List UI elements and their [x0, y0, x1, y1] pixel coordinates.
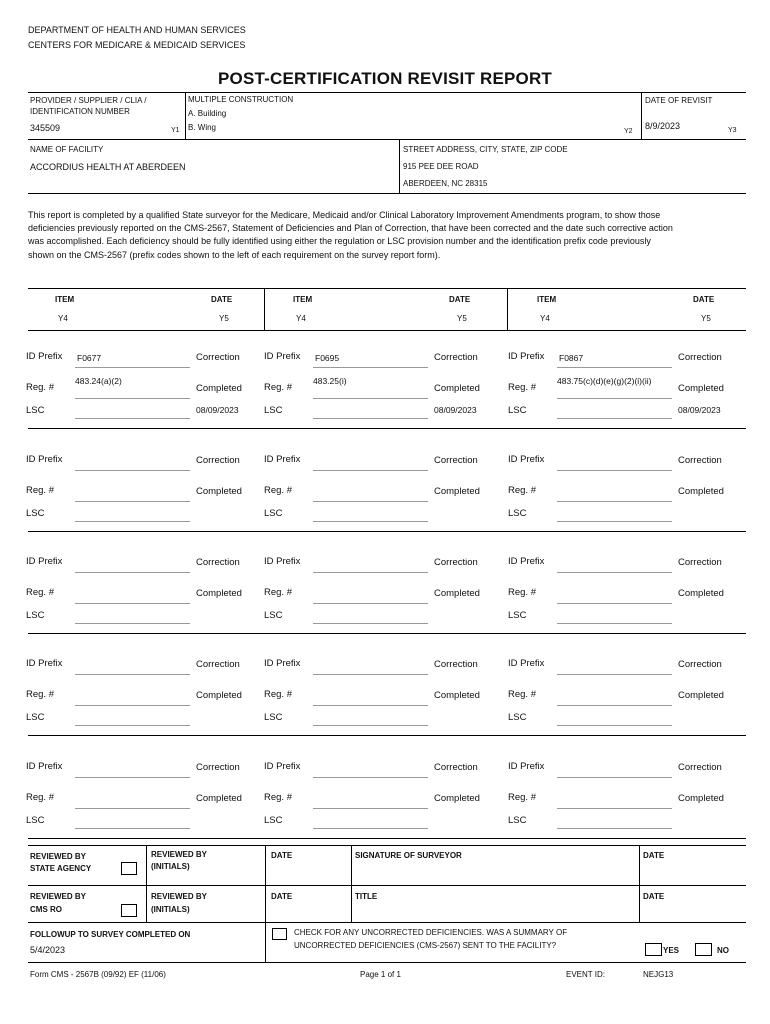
lsc-field[interactable]: [557, 418, 672, 419]
correction-label: Correction: [678, 659, 722, 670]
lsc-label: LSC: [264, 815, 283, 826]
reg-label: Reg. #: [26, 485, 54, 496]
reg-field[interactable]: [313, 808, 428, 809]
item-code-y4: Y4: [540, 314, 550, 323]
building-label: A. Building: [188, 109, 227, 118]
lsc-field[interactable]: [557, 828, 672, 829]
id-prefix-field[interactable]: [313, 674, 428, 675]
event-id-value: NEJG13: [643, 970, 674, 979]
completed-label: Completed: [434, 690, 480, 701]
correction-label: Correction: [196, 762, 240, 773]
completed-label: Completed: [434, 793, 480, 804]
lsc-label: LSC: [26, 508, 45, 519]
completed-label: Completed: [196, 588, 242, 599]
completed-label: Completed: [196, 486, 242, 497]
agency-name: CENTERS FOR MEDICARE & MEDICAID SERVICES: [28, 40, 246, 50]
form-identifier: Form CMS - 2567B (09/92) EF (11/06): [30, 970, 166, 979]
correction-label: Correction: [196, 455, 240, 466]
date-header: DATE: [693, 295, 715, 304]
uncorrected-question-line-1: CHECK FOR ANY UNCORRECTED DEFICIENCIES. WAS A SUMMARY OF: [294, 928, 568, 937]
lsc-label: LSC: [264, 405, 283, 416]
lsc-field[interactable]: [313, 725, 428, 726]
correction-label: Correction: [678, 557, 722, 568]
id-prefix-field[interactable]: [75, 674, 190, 675]
correction-label: Correction: [196, 659, 240, 670]
completed-date-value: 08/09/2023: [196, 405, 239, 415]
reviewed-by-initials-label-2: REVIEWED BY: [151, 892, 208, 901]
id-prefix-value: F0867: [559, 353, 584, 363]
id-prefix-label: ID Prefix: [264, 556, 301, 567]
reg-label: Reg. #: [508, 382, 536, 393]
lsc-field[interactable]: [313, 418, 428, 419]
y3-code: Y3: [728, 127, 737, 134]
id-prefix-field[interactable]: [557, 572, 672, 573]
instructions-paragraph: This report is completed by a qualified State surveyor for the Medicare, Medicaid and/or Clinical Laboratory Improvement Amendments program, to show those deficiencies previously reported on the CMS-2567, Statement of Deficiencies and Plan of Correction, that have been corrected and the date such corrective action was accomplished. Each deficiency should be fully identified using either the regulation or LSC provision number and the identification prefix code previously shown on the CMS-2567 (prefix codes shown to the left of each requirement on the survey report form).: [28, 210, 673, 260]
address-line-2: ABERDEEN, NC 28315: [403, 179, 488, 188]
completed-label: Completed: [678, 793, 724, 804]
completed-label: Completed: [678, 690, 724, 701]
reg-field[interactable]: [313, 705, 428, 706]
lsc-field[interactable]: [557, 623, 672, 624]
reg-value: 483.24(a)(2): [75, 376, 122, 386]
yes-label: YES: [663, 946, 680, 955]
reg-label: Reg. #: [508, 689, 536, 700]
lsc-field[interactable]: [313, 828, 428, 829]
lsc-label: LSC: [508, 815, 527, 826]
no-checkbox[interactable]: [695, 943, 712, 956]
page-title: POST-CERTIFICATION REVISIT REPORT: [217, 69, 553, 88]
completed-label: Completed: [678, 383, 724, 394]
facility-name-value: ACCORDIUS HEALTH AT ABERDEEN: [30, 162, 186, 172]
completed-label: Completed: [196, 383, 242, 394]
completed-label: Completed: [434, 486, 480, 497]
reg-field[interactable]: [557, 808, 672, 809]
date-of-revisit-value: 8/9/2023: [645, 121, 681, 131]
title-label: TITLE: [355, 892, 378, 901]
item-header: ITEM: [55, 295, 75, 304]
provider-id-label: PROVIDER / SUPPLIER / CLIA /: [30, 96, 147, 105]
correction-label: Correction: [434, 762, 478, 773]
lsc-label: LSC: [508, 610, 527, 621]
id-prefix-field[interactable]: [75, 470, 190, 471]
reg-label: Reg. #: [508, 485, 536, 496]
uncorrected-question-line-2: UNCORRECTED DEFICIENCIES (CMS-2567) SENT TO THE FACILITY?: [294, 941, 557, 950]
lsc-label: LSC: [508, 712, 527, 723]
page-number: Page 1 of 1: [360, 970, 401, 979]
date-of-revisit-label: DATE OF REVISIT: [645, 96, 713, 105]
no-label: NO: [717, 946, 729, 955]
lsc-field[interactable]: [313, 521, 428, 522]
completed-date-value: 08/09/2023: [678, 405, 721, 415]
correction-label: Correction: [434, 557, 478, 568]
lsc-field[interactable]: [557, 725, 672, 726]
reg-value: 483.75(c)(d)(e)(g)(2)(i)(ii): [557, 376, 652, 386]
id-prefix-label: ID Prefix: [264, 454, 301, 465]
id-prefix-field[interactable]: [75, 367, 190, 368]
item-code-y4: Y4: [58, 314, 68, 323]
id-prefix-label: ID Prefix: [508, 556, 545, 567]
lsc-label: LSC: [264, 610, 283, 621]
id-prefix-field[interactable]: [313, 777, 428, 778]
reg-field[interactable]: [75, 501, 190, 502]
provider-id-value: 345509: [30, 123, 61, 133]
reg-label: Reg. #: [508, 587, 536, 598]
correction-label: Correction: [678, 762, 722, 773]
item-header: ITEM: [293, 295, 313, 304]
followup-value: 5/4/2023: [30, 945, 66, 955]
id-prefix-label: ID Prefix: [508, 351, 545, 362]
lsc-label: LSC: [508, 508, 527, 519]
date-code-y5: Y5: [457, 314, 467, 323]
id-prefix-label: ID Prefix: [264, 761, 301, 772]
completed-date-value: 08/09/2023: [434, 405, 477, 415]
reg-field[interactable]: [557, 603, 672, 604]
id-prefix-value: F0695: [315, 353, 340, 363]
reg-label: Reg. #: [264, 587, 292, 598]
completed-label: Completed: [434, 588, 480, 599]
title-date-label: DATE: [643, 892, 665, 901]
correction-label: Correction: [434, 352, 478, 363]
provider-id-label-2: IDENTIFICATION NUMBER: [30, 107, 130, 116]
lsc-label: LSC: [26, 712, 45, 723]
id-prefix-field[interactable]: [75, 572, 190, 573]
id-prefix-label: ID Prefix: [26, 351, 63, 362]
cms-ro-label: CMS RO: [30, 905, 62, 914]
reg-field[interactable]: [313, 603, 428, 604]
id-prefix-label: ID Prefix: [264, 658, 301, 669]
correction-label: Correction: [678, 352, 722, 363]
lsc-label: LSC: [264, 508, 283, 519]
reg-field[interactable]: [313, 398, 428, 399]
address-label: STREET ADDRESS, CITY, STATE, ZIP CODE: [403, 145, 568, 154]
item-code-y4: Y4: [296, 314, 306, 323]
id-prefix-label: ID Prefix: [508, 454, 545, 465]
lsc-label: LSC: [26, 610, 45, 621]
reg-label: Reg. #: [264, 689, 292, 700]
id-prefix-field[interactable]: [313, 367, 428, 368]
id-prefix-label: ID Prefix: [26, 658, 63, 669]
id-prefix-field[interactable]: [557, 367, 672, 368]
correction-label: Correction: [678, 455, 722, 466]
reg-field[interactable]: [557, 705, 672, 706]
id-prefix-label: ID Prefix: [26, 454, 63, 465]
id-prefix-label: ID Prefix: [26, 556, 63, 567]
lsc-field[interactable]: [75, 725, 190, 726]
correction-label: Correction: [196, 557, 240, 568]
lsc-label: LSC: [508, 405, 527, 416]
state-agency-checkbox[interactable]: [121, 862, 137, 875]
reg-field[interactable]: [75, 603, 190, 604]
correction-label: Correction: [434, 455, 478, 466]
reg-label: Reg. #: [26, 382, 54, 393]
lsc-label: LSC: [26, 815, 45, 826]
reg-label: Reg. #: [26, 587, 54, 598]
id-prefix-label: ID Prefix: [26, 761, 63, 772]
multiple-construction-label: MULTIPLE CONSTRUCTION: [188, 95, 294, 104]
date-header: DATE: [449, 295, 471, 304]
lsc-field[interactable]: [75, 828, 190, 829]
id-prefix-field[interactable]: [557, 674, 672, 675]
completed-label: Completed: [196, 690, 242, 701]
initials-label-2: (INITIALS): [151, 905, 190, 914]
facility-name-label: NAME OF FACILITY: [30, 145, 104, 154]
id-prefix-field[interactable]: [75, 777, 190, 778]
id-prefix-field[interactable]: [557, 777, 672, 778]
date-label: DATE: [271, 851, 293, 860]
lsc-label: LSC: [26, 405, 45, 416]
completed-label: Completed: [678, 486, 724, 497]
uncorrected-checkbox[interactable]: [272, 928, 287, 940]
id-prefix-label: ID Prefix: [508, 658, 545, 669]
reg-label: Reg. #: [264, 792, 292, 803]
wing-label: B. Wing: [188, 123, 217, 132]
address-line-1: 915 PEE DEE ROAD: [403, 162, 479, 171]
reviewed-by-label-2: REVIEWED BY: [30, 892, 87, 901]
id-prefix-value: F0677: [77, 353, 102, 363]
reg-field[interactable]: [313, 501, 428, 502]
reg-field[interactable]: [557, 398, 672, 399]
id-prefix-field[interactable]: [313, 572, 428, 573]
state-agency-label: STATE AGENCY: [30, 864, 92, 873]
lsc-field[interactable]: [313, 623, 428, 624]
reviewed-by-label: REVIEWED BY: [30, 852, 87, 861]
id-prefix-field[interactable]: [313, 470, 428, 471]
lsc-field[interactable]: [75, 418, 190, 419]
completed-label: Completed: [196, 793, 242, 804]
reg-label: Reg. #: [264, 382, 292, 393]
department-name: DEPARTMENT OF HEALTH AND HUMAN SERVICES: [28, 25, 246, 35]
item-header: ITEM: [537, 295, 557, 304]
id-prefix-field[interactable]: [557, 470, 672, 471]
reg-label: Reg. #: [264, 485, 292, 496]
signature-label: SIGNATURE OF SURVEYOR: [355, 851, 462, 860]
date-code-y5: Y5: [219, 314, 229, 323]
reg-field[interactable]: [557, 501, 672, 502]
lsc-field[interactable]: [75, 623, 190, 624]
date-label-2: DATE: [271, 892, 293, 901]
reviewed-by-initials-label: REVIEWED BY: [151, 850, 208, 859]
date-header: DATE: [211, 295, 233, 304]
lsc-field[interactable]: [557, 521, 672, 522]
reg-label: Reg. #: [26, 689, 54, 700]
reg-field[interactable]: [75, 808, 190, 809]
completed-label: Completed: [434, 383, 480, 394]
correction-label: Correction: [434, 659, 478, 670]
lsc-field[interactable]: [75, 521, 190, 522]
reg-label: Reg. #: [26, 792, 54, 803]
completed-label: Completed: [678, 588, 724, 599]
lsc-label: LSC: [264, 712, 283, 723]
reg-field[interactable]: [75, 398, 190, 399]
signature-date-label: DATE: [643, 851, 665, 860]
correction-label: Correction: [196, 352, 240, 363]
followup-label: FOLLOWUP TO SURVEY COMPLETED ON: [30, 930, 191, 939]
id-prefix-label: ID Prefix: [264, 351, 301, 362]
y1-code: Y1: [171, 127, 180, 134]
y2-code: Y2: [624, 128, 633, 135]
reg-value: 483.25(i): [313, 376, 347, 386]
reg-field[interactable]: [75, 705, 190, 706]
date-code-y5: Y5: [701, 314, 711, 323]
reg-label: Reg. #: [508, 792, 536, 803]
cms-ro-checkbox[interactable]: [121, 904, 137, 917]
id-prefix-label: ID Prefix: [508, 761, 545, 772]
yes-checkbox[interactable]: [645, 943, 662, 956]
event-id-label: EVENT ID:: [566, 970, 605, 979]
initials-label: (INITIALS): [151, 862, 190, 871]
